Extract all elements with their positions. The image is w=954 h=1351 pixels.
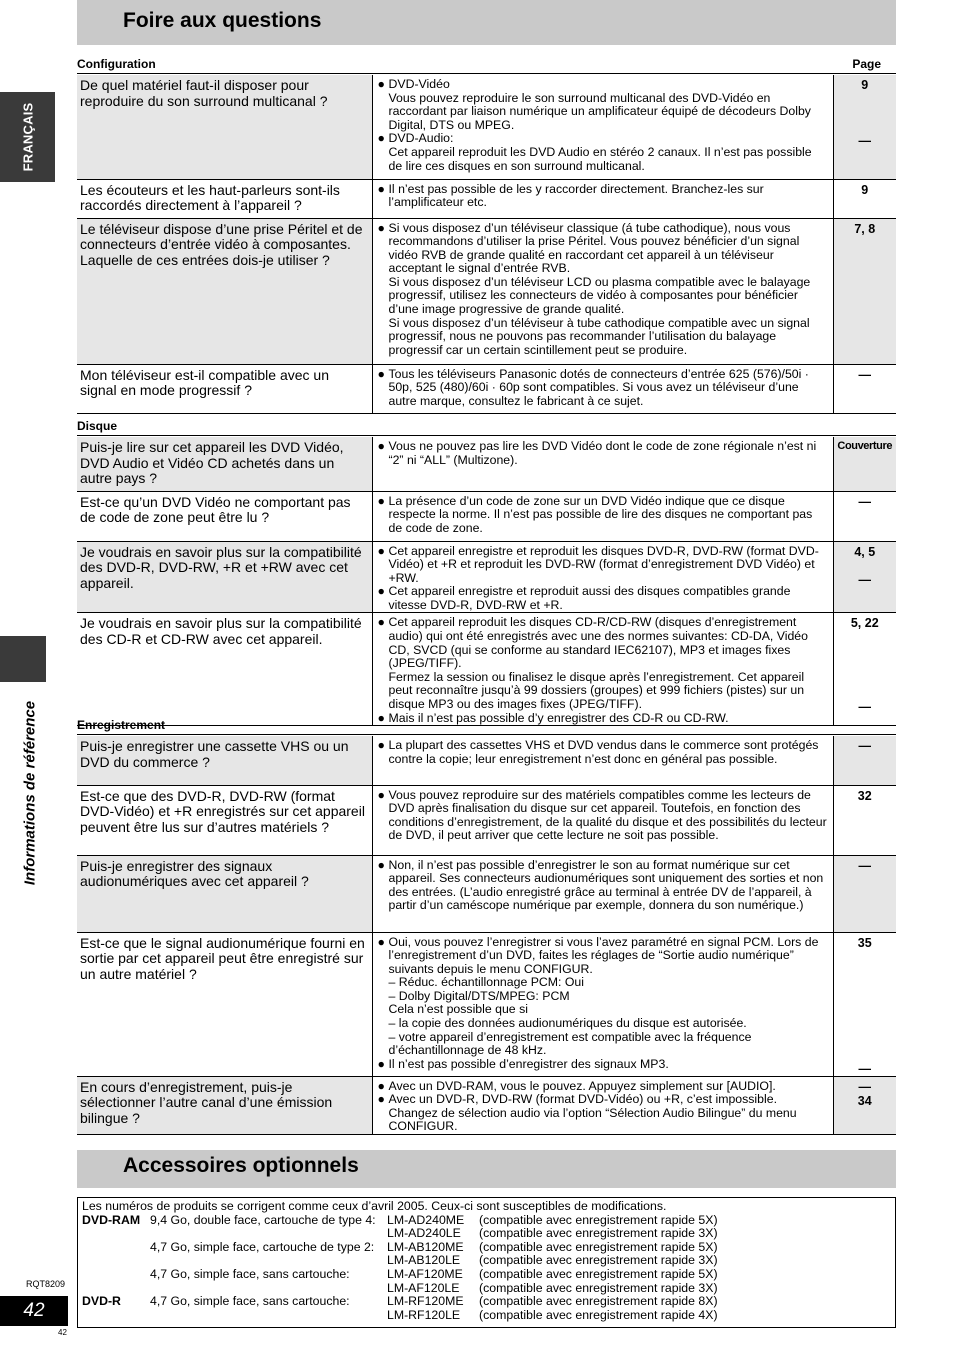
accessory-type xyxy=(82,1268,150,1282)
page-reference xyxy=(833,179,896,218)
page-reference-text: 7, 8 xyxy=(854,221,876,236)
accessory-speed: (compatible avec enregistrement rapide 3X) xyxy=(479,1280,718,1295)
page-reference xyxy=(833,364,896,413)
accessory-description: 9,4 Go, double face, cartouche de type 4: xyxy=(150,1212,376,1227)
accessory-row xyxy=(82,1295,891,1309)
accessory-speed: (compatible avec enregistrement rapide 4X) xyxy=(479,1307,718,1322)
faq-table-enregistrement xyxy=(77,736,896,1135)
answer-item xyxy=(378,789,829,843)
page-reference xyxy=(833,218,896,364)
accessory-model: LM-AD240LE xyxy=(387,1226,461,1241)
faq-answer xyxy=(372,179,833,218)
faq-question: Mon téléviseur est-il compatible avec un signal en mode progressif ? xyxy=(77,364,372,413)
answer-text: Oui, vous pouvez l’enregistrer si vous l’avez paramétré en signal PCM. Lors de l’enregistrement d’un DVD, faites les réglages de “Sortie audio numérique” suivants depuis le menu CONFIGUR. xyxy=(388,934,819,976)
accessory-model: LM-AB120ME xyxy=(387,1239,464,1254)
page-reference-text: 4, 5 — xyxy=(854,544,876,587)
accessory-type xyxy=(82,1254,150,1268)
bullet-icon: ● xyxy=(377,710,385,725)
accessory-description xyxy=(150,1282,387,1296)
accessory-row xyxy=(82,1309,891,1323)
page-reference-text: 35 — xyxy=(857,935,872,1076)
accessory-row xyxy=(82,1241,891,1255)
accessory-speed: (compatible avec enregistrement rapide 3X) xyxy=(479,1253,718,1268)
language-tab xyxy=(0,92,55,182)
faq-row xyxy=(77,855,896,932)
answer-text: Avec un DVD-RAM, vous le pouvez. Appuyez simplement sur [AUDIO]. xyxy=(388,1078,776,1093)
accessory-speed: (compatible avec enregistrement rapide 5X) xyxy=(479,1239,718,1254)
accessory-speed: (compatible avec enregistrement rapide 3X) xyxy=(479,1226,718,1241)
faq-question: Les écouteurs et les haut-parleurs sont-ils raccordés directement à l’appareil ? xyxy=(77,179,372,218)
answer-item xyxy=(378,495,829,536)
faq-row xyxy=(77,75,896,179)
answer-text: DVD-Vidéo Vous pouvez reproduire le son surround multicanal des DVD-Vidéo en raccordant par liaison numérique un amplificateur équipé de décodeurs Dolby Digital, DTS ou MPEG. xyxy=(388,77,811,132)
accessory-row xyxy=(82,1282,891,1296)
answer-item xyxy=(378,545,829,586)
page-reference-text: — 34 xyxy=(857,1079,872,1108)
faq-question: Le téléviseur dispose d’une prise Péritel et de connecteurs d’entrée vidéo à composantes. Laquelle de ces entrées dois-je utiliser ? xyxy=(77,218,372,364)
page-reference-text: 5, 22 — xyxy=(850,616,879,715)
page-reference xyxy=(833,932,896,1076)
answer-text: La présence d’un code de zone sur un DVD Vidéo indique que ce disque respecte la norme. Il n’est pas possible de lire des disques ne comportant pas de code de zone. xyxy=(388,493,813,535)
bullet-icon: ● xyxy=(377,1092,385,1107)
section-heading-text: Configuration xyxy=(77,57,156,71)
accessory-model: LM-AF120LE xyxy=(387,1280,460,1295)
bullet-icon: ● xyxy=(377,738,385,752)
answer-item xyxy=(378,739,829,766)
bullet-icon: ● xyxy=(377,220,385,235)
answer-text: Tous les téléviseurs Panasonic dotés de connecteurs d’entrée 625 (576)/50i · 50p, 525 (480)/60i · 60p sont compatibles. Si vous avez un téléviseur d’une autre marque, consultez le fabricant à ce sujet. xyxy=(388,366,809,408)
faq-question: Est-ce que des DVD-R, DVD-RW (format DVD-Vidéo) et +R enregistrés sur cet appareil peuvent être lus sur d’autres matériels ? xyxy=(77,785,372,855)
accessory-speed: (compatible avec enregistrement rapide 8X) xyxy=(479,1294,718,1309)
answer-item xyxy=(378,1080,829,1094)
accessory-description: 4,7 Go, simple face, sans cartouche: xyxy=(150,1266,350,1281)
accessory-type xyxy=(82,1309,150,1323)
bullet-icon: ● xyxy=(377,181,385,196)
faq-answer xyxy=(372,736,833,785)
section-heading-text: Disque xyxy=(77,419,118,433)
accessory-speed: (compatible avec enregistrement rapide 5X) xyxy=(479,1212,718,1227)
accessory-type xyxy=(82,1241,150,1255)
faq-row xyxy=(77,785,896,855)
faq-answer xyxy=(372,613,833,726)
section-heading-text: Enregistrement xyxy=(77,718,166,732)
faq-question: Puis-je lire sur cet appareil les DVD Vidéo, DVD Audio et Vidéo CD achetés dans un autre pays ? xyxy=(77,437,372,491)
page-reference-text: — xyxy=(858,858,871,873)
page-reference xyxy=(833,1076,896,1134)
section-heading-configuration xyxy=(77,57,896,74)
section-heading-enregistrement xyxy=(77,718,896,735)
accessories-box xyxy=(77,1197,896,1328)
accessory-type xyxy=(82,1282,150,1296)
accessory-description xyxy=(150,1309,387,1323)
faq-answer xyxy=(372,1076,833,1134)
bullet-icon: ● xyxy=(377,543,385,558)
faq-row xyxy=(77,1076,896,1134)
answer-text: Cet appareil reproduit les disques CD-R/CD-RW (disques d’enregistrement audio) qui ont été enregistrés avec une des normes suivantes: CD-DA, Vidéo CD, SVCD (qui se conforme au standard IEC62107), MP3 et images fixes (JPEG/TIFF). Fermez la session ou finalisez le disque après l’enregistrement. Cet appareil peut reconnaître jusqu’à 99 dossiers (groupes) et 999 fichiers (pistes) sur un disque MP3 ou des images fixes (JPEG/TIFF). xyxy=(388,615,808,712)
answer-text: Cet appareil enregistre et reproduit les disques DVD-R, DVD-RW (format DVD-Vidéo) et +R et reproduit les DVD-RW (format d’enregistrement DVD Vidéo) et +RW. xyxy=(388,543,819,585)
bullet-icon: ● xyxy=(377,787,385,802)
page-reference xyxy=(833,785,896,855)
faq-question: Est-ce que le signal audionumérique fourni en sortie par cet appareil peut être enregistré sur un autre matériel ? xyxy=(77,932,372,1076)
answer-item xyxy=(378,1058,829,1072)
accessories-intro: Les numéros de produits se corrigent comme ceux d’avril 2005. Ceux-ci sont susceptibles de modifications. xyxy=(82,1199,667,1213)
faq-row xyxy=(77,179,896,218)
page-reference-text: 32 xyxy=(857,788,872,803)
accessory-description: 4,7 Go, simple face, cartouche de type 2: xyxy=(150,1239,375,1254)
answer-item xyxy=(378,859,829,913)
page-reference-text: — xyxy=(858,494,871,509)
page-reference xyxy=(833,855,896,932)
page-reference-text: 9 xyxy=(861,182,869,197)
section-label: Informations de référence xyxy=(21,700,39,886)
bullet-icon: ● xyxy=(377,615,385,630)
faq-question: Est-ce qu’un DVD Vidéo ne comportant pas de code de zone peut être lu ? xyxy=(77,491,372,541)
bullet-icon: ● xyxy=(377,584,385,599)
answer-text: Vous ne pouvez pas lire les DVD Vidéo dont le code de zone régionale n’est ni “2” ni “ALL” (Multizone). xyxy=(388,439,817,467)
accessory-type xyxy=(82,1227,150,1241)
accessory-model: LM-AF120ME xyxy=(387,1266,463,1281)
faq-row xyxy=(77,541,896,613)
faq-table-disque xyxy=(77,437,896,726)
answer-text: DVD-Audio: Cet appareil reproduit les DVD Audio en stéréo 2 canaux. Il n’est pas possible de lire ces disques en son surround multicanal. xyxy=(388,131,812,173)
faq-row xyxy=(77,364,896,413)
answer-text: Vous pouvez reproduire sur des matériels compatibles comme les lecteurs de DVD après finalisation du disque sur cet appareil. Toutefois, en fonction des conditions d’enregistrement, de la qualité du disque et des possibilités du lecteur de DVD, il peut arriver que cette lecture ne soit pas possible. xyxy=(388,787,827,843)
page-reference xyxy=(833,541,896,613)
bullet-icon: ● xyxy=(377,439,385,453)
faq-answer xyxy=(372,785,833,855)
bullet-icon: ● xyxy=(377,1078,385,1093)
accessory-row xyxy=(82,1254,891,1268)
answer-text: Il n’est pas possible de les y raccorder directement. Branchez-les sur l’amplificateur etc. xyxy=(388,181,764,210)
faq-question: Je voudrais en savoir plus sur la compatibilité des CD-R et CD-RW avec cet appareil. xyxy=(77,613,372,726)
accessory-type: DVD-R xyxy=(82,1294,121,1309)
faq-table-configuration xyxy=(77,75,896,414)
page-reference-text: — xyxy=(858,739,871,753)
page-reference xyxy=(833,491,896,541)
faq-row xyxy=(77,613,896,726)
answer-item xyxy=(378,585,829,612)
bullet-icon: ● xyxy=(377,934,385,949)
faq-answer xyxy=(372,491,833,541)
faq-answer xyxy=(372,437,833,491)
page-reference xyxy=(833,437,896,491)
bullet-icon: ● xyxy=(377,493,385,508)
answer-text: Avec un DVD-R, DVD-RW (format DVD-Vidéo) ou +R, c’est impossible. Changez de sélection audio via l’option “Sélection Audio Bilingue” du menu CONFIGUR. xyxy=(388,1092,797,1134)
answer-item xyxy=(378,1093,829,1134)
page-reference-text: 9 — xyxy=(858,78,871,148)
accessory-description xyxy=(150,1254,387,1268)
faq-question: En cours d’enregistrement, puis-je sélectionner l’autre canal d’une émission bilingue ? xyxy=(77,1076,372,1134)
accessory-model: LM-RF120LE xyxy=(387,1307,461,1322)
faq-row xyxy=(77,218,896,364)
bullet-icon: ● xyxy=(377,366,385,381)
page-reference-text: — xyxy=(858,367,871,382)
bullet-icon: ● xyxy=(377,857,385,872)
answer-text: Mais il n’est pas possible d’y enregistrer des CD-R ou CD-RW. xyxy=(388,710,729,725)
faq-row xyxy=(77,437,896,491)
accessory-model: LM-RF120ME xyxy=(387,1294,464,1309)
page-reference xyxy=(833,75,896,179)
faq-row xyxy=(77,736,896,785)
accessory-row xyxy=(82,1227,891,1241)
bullet-icon: ● xyxy=(377,1056,385,1071)
faq-answer xyxy=(372,541,833,613)
answer-item xyxy=(378,222,829,358)
page-reference xyxy=(833,613,896,726)
accessory-description xyxy=(150,1227,387,1241)
faq-answer xyxy=(372,932,833,1076)
answer-item xyxy=(378,78,829,132)
answer-text: Si vous disposez d’un téléviseur classique (á tube cathodique), nous vous recommandons d’utiliser la prise Péritel. Vous pouvez bénéficier d’un signal vidéo RVB de grande qualité en raccordant cet appareil à un téléviseur acceptant le signal d’entrée RVB. Si vous disposez d’un téléviseur LCD ou plasma compatible avec le balayage progressif, utilisez les connecteurs de vidéo à composantes pour bénéficier d’une image progressive de grande qualité. Si vous disposez d’un téléviseur à tube cathodique compatible avec un signal progressif, nous ne pouvons pas recommander l’utilisation du balayage progressif car un certain scintillement peut se produire. xyxy=(388,220,811,357)
answer-text: Non, il n’est pas possible d’enregistrer le son au format numérique sur cet appareil. Ses connecteurs audionumériques sont uniquement des sorties et non des entrées. (L’audio enregistré grâce au terminal à entrée DV de l’appareil, à partir d’un caméscope numérique par exemple, donnera du son numérique.) xyxy=(388,857,824,913)
accessory-model: LM-AB120LE xyxy=(387,1253,461,1268)
answer-item xyxy=(378,936,829,977)
page-number-small: 42 xyxy=(58,1328,67,1337)
faq-question: De quel matériel faut-il disposer pour reproduire du son surround multicanal ? xyxy=(77,75,372,179)
faq-answer xyxy=(372,855,833,932)
accessory-type: DVD-RAM xyxy=(82,1212,141,1227)
answer-item xyxy=(378,132,829,173)
faq-question: Puis-je enregistrer des signaux audionumériques avec cet appareil ? xyxy=(77,855,372,932)
page-number: 42 xyxy=(0,1296,68,1326)
faq-question: Je voudrais en savoir plus sur la compatibilité des DVD-R, DVD-RW, +R et +RW avec cet appareil. xyxy=(77,541,372,613)
section-heading-disque xyxy=(77,419,896,436)
document-code: RQT8209 xyxy=(26,1279,66,1289)
answer-text: Il n’est pas possible d’enregistrer des signaux MP3. xyxy=(388,1056,669,1071)
answer-text: Cet appareil enregistre et reproduit aussi des disques compatibles grande vitesse DVD-R, DVD-RW et +R. xyxy=(388,584,791,612)
accessory-row xyxy=(82,1268,891,1282)
accessory-model: LM-AD240ME xyxy=(387,1212,465,1227)
section-tab-marker xyxy=(0,636,46,682)
faq-row xyxy=(77,932,896,1076)
faq-answer xyxy=(372,364,833,413)
answer-subtext: – Réduc. échantillonnage PCM: Oui – Dolby Digital/DTS/MPEG: PCM Cela n’est possible que si – la copie des données audionumériques du disque est autorisée. – votre appareil d’enregistrement est compatible avec la fréquence d’échantillonnage de 48 kHz. xyxy=(388,975,752,1058)
answer-item xyxy=(378,183,829,210)
page-reference xyxy=(833,736,896,785)
page-column-label: Page xyxy=(852,57,881,71)
answer-item xyxy=(378,440,829,467)
accessory-description: 4,7 Go, simple face, sans cartouche: xyxy=(150,1294,350,1309)
faq-question: Puis-je enregistrer une cassette VHS ou un DVD du commerce ? xyxy=(77,736,372,785)
page-reference-text: Couverture xyxy=(837,440,893,452)
faq-title: Foire aux questions xyxy=(77,0,896,45)
answer-text: La plupart des cassettes VHS et DVD vendus dans le commerce sont protégés contre la copie; leur enregistrement n’est donc en général pas possible. xyxy=(388,738,819,766)
answer-item xyxy=(378,616,829,711)
bullet-icon: ● xyxy=(377,131,385,146)
faq-answer xyxy=(372,75,833,179)
bullet-icon: ● xyxy=(377,77,385,91)
accessories-title: Accessoires optionnels xyxy=(77,1150,896,1188)
accessory-row xyxy=(82,1214,891,1228)
faq-row xyxy=(77,491,896,541)
answer-item xyxy=(378,368,829,409)
language-label: FRANÇAIS xyxy=(20,102,35,172)
faq-answer xyxy=(372,218,833,364)
accessory-speed: (compatible avec enregistrement rapide 5X) xyxy=(479,1266,718,1281)
